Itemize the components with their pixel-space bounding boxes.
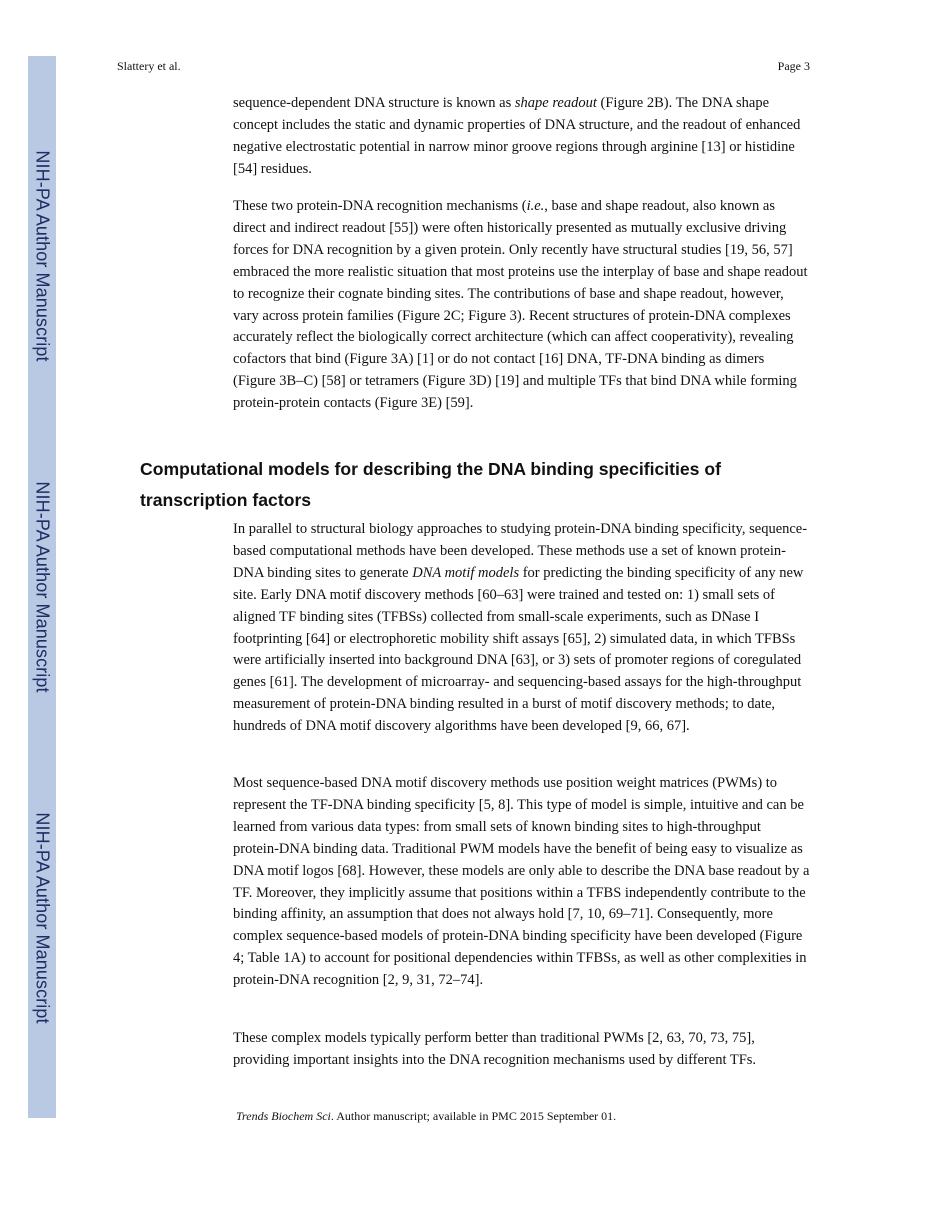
page-number: Page 3 [777,59,810,73]
running-header-authors: Slattery et al. [117,59,181,73]
footer-citation: Trends Biochem Sci. Author manuscript; available in PMC 2015 September 01. [236,1109,617,1123]
paragraph-recognition-mechanisms: These two protein-DNA recognition mechanisms (i.e., base and shape readout, also known as direct and indirect readout [55]) were often historically presented as mutually exclusive driving forces for DNA recognition by a given protein. Only recently have structural studies [19, 56, 57] embraced the more realistic situation that most proteins use the interplay of base and shape readout to recognize their cognate binding sites. The contributions of base and shape readout, however, vary across protein families (Figure 2C; Figure 3). Recent structures of protein-DNA complexes accurately reflect the biologically correct architecture (which can affect cooperativity), revealing cofactors that bind (Figure 3A) [1] or do not contact [16] DNA, TF-DNA binding as dimers (Figure 3B–C) [58] or tetramers (Figure 3D) [19] and multiple TFs that bind DNA while forming protein-protein contacts (Figure 3E) [59]. [233,198,808,412]
paragraph-sequence-based-methods: In parallel to structural biology approaches to studying protein-DNA binding specificity, sequence-based computational methods have been developed. These methods use a set of known protein-DNA binding sites to generate DNA motif models for predicting the binding specificity of any new site. Early DNA motif discovery methods [60–63] were trained and tested on: 1) small sets of aligned TF binding sites (TFBSs) collected from small-scale experiments, such as DNase I footprinting [64] or electrophoretic mobility shift assays [65], 2) simulated data, in which TFBSs were artificially inserted into background DNA [63], or 3) sets of promoter regions of coregulated genes [61]. The development of microarray- and sequencing-based assays for the high-throughput measurement of protein-DNA binding resulted in a burst of motif discovery methods; to date, hundreds of DNA motif discovery algorithms have been developed [9, 66, 67]. [233,521,808,735]
paragraph-shape-readout: sequence-dependent DNA structure is known as shape readout (Figure 2B). The DNA shape concept includes the static and dynamic properties of DNA structure, and the readout of enhanced negative electrostatic potential in narrow minor groove regions through arginine [13] or histidine [54] residues. [233,95,801,177]
paragraph-pwm-models: Most sequence-based DNA motif discovery methods use position weight matrices (PWMs) to represent the TF-DNA binding specificity [5, 8]. This type of model is simple, intuitive and can be learned from various data types: from small sets of known binding sites to high-throughput protein-DNA binding data. Traditional PWM models have the benefit of being easy to visualize as DNA motif logos [68]. However, these models are only able to describe the DNA base readout by a TF. Moreover, they implicitly assume that positions within a TFBS independently contribute to the binding affinity, an assumption that does not always hold [7, 10, 69–71]. Consequently, more complex sequence-based models of protein-DNA binding specificity have been developed (Figure 4; Table 1A) to account for positional dependencies within TFBSs, as well as other complexities in protein-DNA recognition [2, 9, 31, 72–74]. [233,775,810,989]
section-heading: Computational models for describing the DNA binding specificities of transcription factors [140,459,721,510]
paragraph-complex-models: These complex models typically perform better than traditional PWMs [2, 63, 70, 73, 75], providing important insights into the DNA recognition mechanisms used by different TFs. [233,1030,757,1068]
